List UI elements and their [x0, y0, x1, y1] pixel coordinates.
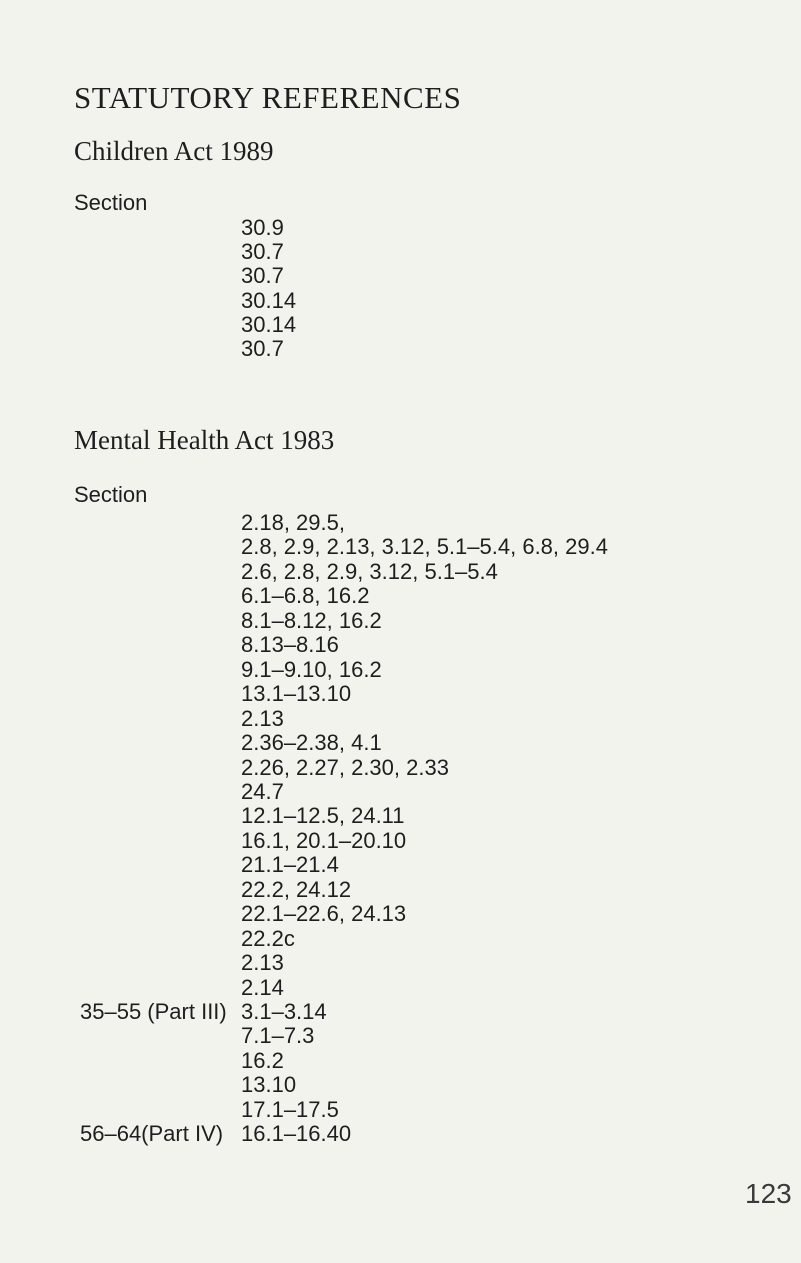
paragraph-references: 2.6, 2.8, 2.9, 3.12, 5.1–5.4	[241, 558, 498, 584]
paragraph-references: 22.1–22.6, 24.13	[241, 901, 407, 927]
paragraph-references: 7.1–7.3	[241, 1023, 315, 1049]
paragraph-references: 17.1–17.5	[241, 1096, 339, 1122]
paragraph-references: 30.14	[241, 287, 297, 313]
paragraph-references: 2.18, 29.5,	[241, 510, 345, 535]
paragraph-references: 13.10	[241, 1072, 297, 1098]
paragraph-references: 16.2	[241, 1047, 284, 1073]
section-number: 35–55 (Part III)	[80, 999, 227, 1024]
paragraph-references: 2.26, 2.27, 2.30, 2.33	[241, 754, 449, 780]
page-heading: STATUTORY REFERENCES	[74, 80, 462, 115]
paragraph-references: 16.1–16.40	[241, 1121, 352, 1147]
paragraph-references: 6.1–6.8, 16.2	[241, 583, 370, 609]
paragraph-references: 2.13	[241, 950, 284, 976]
paragraph-references: 30.7	[241, 239, 284, 265]
page-number: 123	[745, 1178, 792, 1209]
paragraph-references: 12.1–12.5, 24.11	[241, 803, 405, 829]
paragraph-references: 30.7	[241, 263, 284, 289]
paragraph-references: 30.9	[241, 215, 284, 240]
paragraph-references: 16.1, 20.1–20.10	[241, 827, 407, 853]
paragraph-references: 8.1–8.12, 16.2	[241, 607, 382, 633]
paragraph-references: 8.13–8.16	[241, 632, 339, 658]
paragraph-references: 2.14	[241, 974, 284, 1000]
paragraph-references: 22.2c	[241, 925, 295, 951]
section-number: 56–64(Part IV)	[80, 1121, 224, 1147]
paragraph-references: 21.1–21.4	[241, 852, 339, 878]
paragraph-references: 22.2, 24.12	[241, 876, 352, 902]
paragraph-references: 30.7	[241, 336, 284, 361]
paragraph-references: 13.1–13.10	[241, 681, 352, 707]
section-column-label: Section	[74, 190, 148, 215]
paragraph-references: 3.1–3.14	[241, 999, 327, 1024]
paragraph-references: 24.7	[241, 778, 284, 804]
paragraph-references: 2.13	[241, 705, 284, 731]
section-column-label: Section	[74, 482, 148, 507]
paragraph-references: 2.36–2.38, 4.1	[241, 730, 382, 756]
act-title-children-act: Children Act 1989	[74, 136, 274, 166]
paragraph-references: 9.1–9.10, 16.2	[241, 656, 382, 682]
paragraph-references: 30.14	[241, 311, 297, 337]
paragraph-references: 2.8, 2.9, 2.13, 3.12, 5.1–5.4, 6.8, 29.4	[241, 534, 608, 560]
act-title-mental-health-act: Mental Health Act 1983	[74, 425, 335, 455]
